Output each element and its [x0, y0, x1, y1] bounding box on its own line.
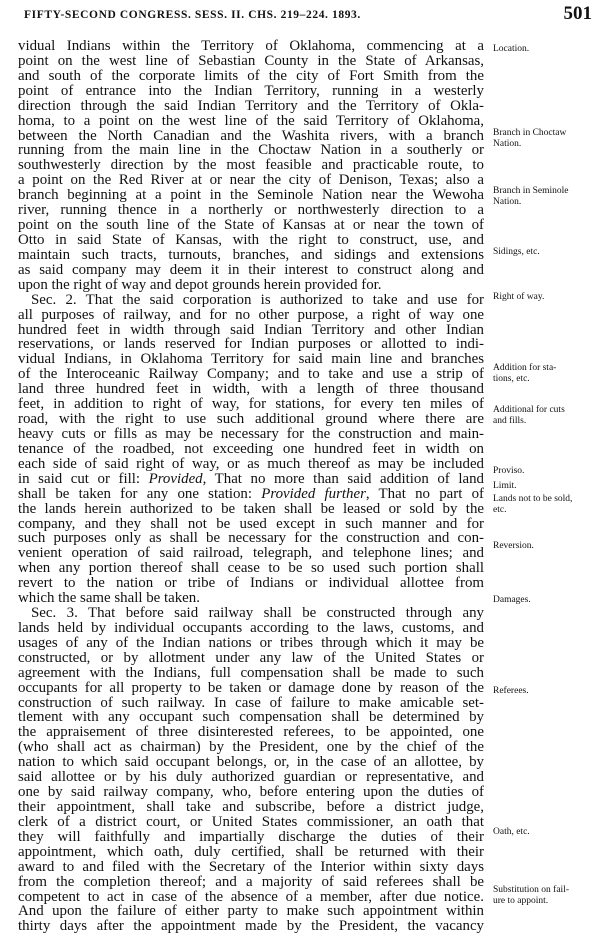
- margin-note: Sidings, etc.: [493, 247, 540, 257]
- text-line: branch beginning at a point in the Seminole Nation near the Wewoha: [18, 188, 484, 204]
- text-line: clerk of a district court, or United States commissioner, an oath that: [18, 814, 484, 830]
- text-line: revert to the nation or tribe of Indians or individual allottee from: [18, 576, 484, 592]
- text-line: land three hundred feet in width, with a length of three thousand: [18, 382, 484, 398]
- text-line: from the completion thereof; and a majority of said referees shall be: [18, 874, 484, 890]
- text-line: nation to which said occupant belongs, or, in the case of an allottee, by: [18, 755, 484, 771]
- text-line: And upon the failure of either party to make such appointment within: [18, 904, 484, 920]
- text-line: venient operation of said railroad, telegraph, and telephone lines; and: [18, 546, 484, 562]
- text-line: said allottee or by his duly authorized guardian or representative, and: [18, 770, 484, 786]
- text-line: in said cut or fill: Provided, That no more than said addition of land: [18, 471, 484, 487]
- text-line: heavy cuts or fills as may be necessary for the construction and main-: [18, 426, 484, 442]
- margin-note: Substitution on fail- ure to appoint.: [493, 885, 569, 906]
- text-line: thirty days after the appointment made by the President, the vacancy: [18, 919, 484, 934]
- text-line: running from the main line in the Choctaw Nation in a southerly or: [18, 143, 484, 159]
- text-line: appointment, which oath, duly certified, shall be returned with their: [18, 844, 484, 860]
- text-line: between the North Canadian and the Washita rivers, with a branch: [18, 128, 484, 144]
- text-line: (who shall act as chairman) by the President, one by the chief of the: [18, 740, 484, 756]
- running-header: [0, 3, 600, 27]
- text-line: direction through the said Indian Territory and the Territory of Okla-: [18, 98, 484, 114]
- text-line: upon the right of way and depot grounds herein provided for.: [18, 277, 382, 293]
- text-line: vidual Indians within the Territory of Oklahoma, commencing at a: [18, 39, 484, 54]
- text-line: reservations, or lands reserved for Indian purposes or allotted to indi-: [18, 337, 484, 353]
- text-line: point on the south line of the State of Kansas at or near the town of: [18, 218, 484, 233]
- text-line: vidual Indians, in Oklahoma Territory for said main line and branches: [18, 352, 484, 368]
- text-line: Otto in said State of Kansas, with the right to construct, use, and: [18, 232, 484, 248]
- text-line: tenance of the roadbed, not exceeding one hundred feet in width on: [18, 441, 484, 457]
- text-line: maintain such tracts, turnouts, branches, and sidings and extensions: [18, 247, 484, 263]
- text-line: construction of such railway. In case of failure to make amicable set-: [18, 695, 484, 711]
- margin-note: Right of way.: [493, 292, 545, 302]
- margin-note: Reversion.: [493, 541, 534, 551]
- text-line: such purposes only as shall be necessary for the construction and con-: [18, 531, 484, 547]
- margin-note: Branch in Seminole Nation.: [493, 186, 569, 207]
- text-line: competent to act in case of the absence of a member, after due notice.: [18, 889, 484, 905]
- text-line: a point on the Red River at or near the city of Denison, Texas; also a: [18, 173, 484, 189]
- text-line: as said company may deem it in their interest to construct along and: [18, 262, 484, 278]
- text-line: all purposes of railway, and for no other purpose, a right of way one: [18, 307, 484, 323]
- text-line: tlement with any occupant such compensation shall be determined by: [18, 710, 484, 726]
- margin-note: Branch in Choctaw Nation.: [493, 128, 567, 149]
- margin-note: Limit.: [493, 481, 517, 491]
- margin-note: Addition for sta- tions, etc.: [493, 363, 557, 384]
- text-line: occupants for all property to be taken or damage done by reason of the: [18, 680, 484, 696]
- running-head: FIFTY-SECOND CONGRESS. SESS. II. CHS. 219–224. 1893.: [24, 9, 361, 21]
- margin-note: Lands not to be sold, etc.: [493, 494, 573, 515]
- text-line: the lands herein authorized to be taken shall be leased or sold by the: [18, 501, 484, 517]
- margin-note: Referees.: [493, 686, 529, 696]
- text-line: the appraisement of three disinterested referees, to be appointed, one: [18, 725, 484, 741]
- text-line: one by said railway company, who, before entering upon the duties of: [18, 785, 484, 801]
- text-line: their appointment, shall take and subscribe, before a district judge,: [18, 800, 484, 815]
- text-line: constructed, or by allotment under any law of the United States or: [18, 650, 484, 666]
- text-line: point of entrance into the Indian Territory, running in a westerly: [18, 83, 484, 99]
- text-line: they will faithfully and impartially discharge the duties of their: [18, 829, 484, 845]
- text-line: agreement with the Indians, full compensation shall be made to such: [18, 665, 484, 681]
- margin-note: Oath, etc.: [493, 827, 530, 837]
- margin-note: Damages.: [493, 595, 531, 605]
- text-line: and south of the corporate limits of the city of Fort Smith from the: [18, 68, 484, 84]
- text-line: Sec. 2. That the said corporation is authorized to take and use for: [31, 292, 484, 308]
- text-line: lands held by individual occupants according to the laws, customs, and: [18, 620, 484, 636]
- text-line: each side of said right of way, or as much thereof as may be included: [18, 456, 484, 472]
- text-line: river, running thence in a northerly or northwesterly direction to a: [18, 203, 484, 219]
- text-line: road, with the right to use such additional ground where there are: [18, 412, 484, 427]
- text-line: homa, to a point on the west line of the said Territory of Oklahoma,: [18, 113, 484, 129]
- text-line: award to and filed with the Secretary of the Interior within sixty days: [18, 859, 484, 875]
- text-line: feet, in addition to right of way, for stations, for every ten miles of: [18, 397, 484, 413]
- statute-text: [18, 39, 484, 934]
- margin-note: Location.: [493, 44, 530, 54]
- text-line: southwesterly direction by the most feasible and practicable route, to: [18, 158, 484, 174]
- text-line: which the same shall be taken.: [18, 591, 200, 607]
- text-line: company, and they shall not be used except in such manner and for: [18, 516, 484, 532]
- text-line: of the Interoceanic Railway Company; and to take and use a strip of: [18, 367, 484, 383]
- text-line: Sec. 3. That before said railway shall be constructed through any: [31, 606, 484, 621]
- text-line: shall be taken for any one station: Provided further, That no part of: [18, 486, 484, 502]
- text-line: hundred feet in width through said Indian Territory and other Indian: [18, 322, 484, 338]
- margin-note: Additional for cuts and fills.: [493, 405, 565, 426]
- page-number: 501: [563, 3, 592, 24]
- text-line: point on the west line of Sebastian County in the State of Arkansas,: [18, 53, 484, 69]
- text-line: when any portion thereof shall cease to be so used such portion shall: [18, 561, 484, 577]
- text-line: usages of any of the Indian nations or tribes through which it may be: [18, 635, 484, 651]
- margin-note: Proviso.: [493, 466, 525, 476]
